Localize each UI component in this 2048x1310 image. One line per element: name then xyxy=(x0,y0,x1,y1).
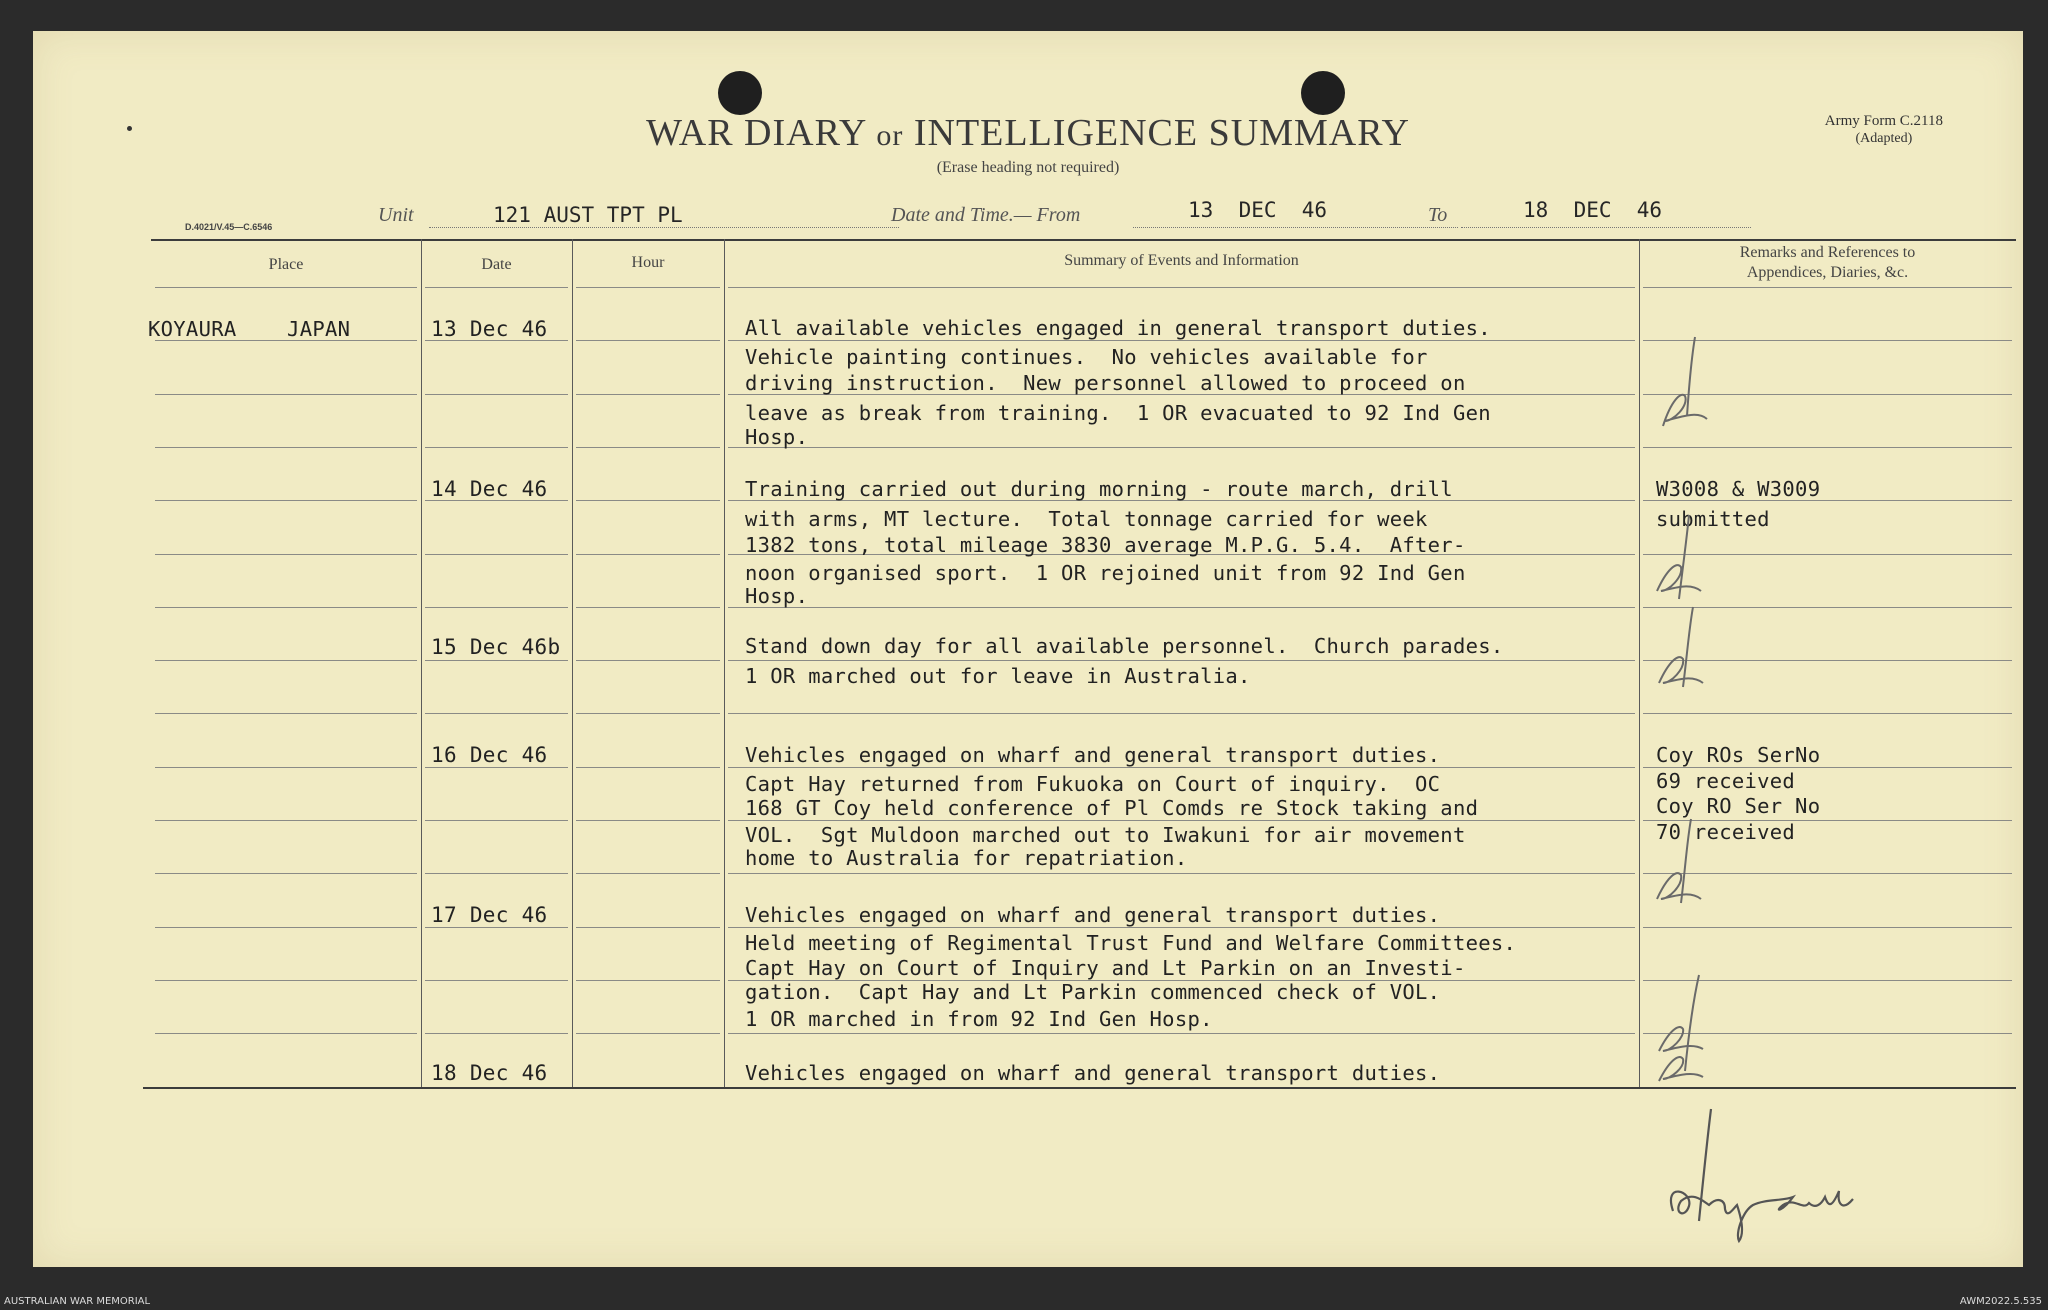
ruled-line xyxy=(728,660,1635,661)
date-from-value: 13 DEC 46 xyxy=(1188,198,1328,222)
summary-line: Vehicles engaged on wharf and general transport duties. xyxy=(745,1061,1441,1085)
date-cell: 17 Dec 46 xyxy=(431,903,548,927)
remarks-line: 70 received xyxy=(1656,820,1796,844)
ruled-line xyxy=(728,767,1635,768)
footer-accession-number: AWM2022.5.535 xyxy=(1959,1296,2042,1307)
ruled-line xyxy=(728,820,1635,821)
summary-line: driving instruction. New personnel allowed to proceed on xyxy=(745,371,1466,395)
summary-line: Capt Hay on Court of Inquiry and Lt Parkin on an Investi- xyxy=(745,956,1466,980)
column-header-hour: Hour xyxy=(631,254,665,271)
ruled-line xyxy=(155,713,417,714)
ruled-line xyxy=(1643,447,2012,448)
ruled-line xyxy=(155,554,417,555)
date-cell: 15 Dec 46b xyxy=(431,635,561,659)
initials-mark xyxy=(1643,971,1723,1091)
place-cell: KOYAURA JAPAN xyxy=(148,317,351,341)
ruled-line xyxy=(155,447,417,448)
date-to-value: 18 DEC 46 xyxy=(1523,198,1663,222)
divider-hour-summary xyxy=(724,239,725,1087)
date-cell: 18 Dec 46 xyxy=(431,1061,548,1085)
ruled-line xyxy=(1643,713,2012,714)
date-from-underline xyxy=(1133,227,1458,228)
initials-mark xyxy=(1643,601,1723,701)
column-header-place: Place xyxy=(268,256,304,273)
ruled-line xyxy=(425,980,568,981)
ruled-line xyxy=(728,1033,1635,1034)
divider-summary-remarks xyxy=(1639,239,1640,1087)
ruled-line xyxy=(576,660,720,661)
unit-value: 121 AUST TPT PL xyxy=(493,203,683,227)
page-subtitle: (Erase heading not required) xyxy=(936,159,1120,176)
remarks-line: Coy RO Ser No xyxy=(1656,794,1821,818)
remarks-line: submitted xyxy=(1656,507,1770,531)
unit-underline xyxy=(429,227,899,228)
ruled-line xyxy=(425,607,568,608)
date-to-underline xyxy=(1461,227,1751,228)
form-number: Army Form C.2118 (Adapted) xyxy=(1824,113,1943,146)
summary-line: Held meeting of Regimental Trust Fund and Welfare Committees. xyxy=(745,931,1517,955)
summary-line: with arms, MT lecture. Total tonnage carried for week xyxy=(745,507,1428,531)
ruled-line xyxy=(576,500,720,501)
initials-mark xyxy=(1643,811,1723,921)
summary-line: leave as break from training. 1 OR evacuated to 92 Ind Gen xyxy=(745,401,1491,425)
ruled-line xyxy=(155,607,417,608)
date-cell: 14 Dec 46 xyxy=(431,477,548,501)
summary-line: Vehicle painting continues. No vehicles available for xyxy=(745,345,1428,369)
ruled-line xyxy=(155,660,417,661)
ruled-line xyxy=(425,1033,568,1034)
ruled-line xyxy=(425,447,568,448)
ruled-line xyxy=(425,927,568,928)
table-top-border xyxy=(151,239,2016,241)
date-cell: 16 Dec 46 xyxy=(431,743,548,767)
ruled-line xyxy=(1643,927,2012,928)
ruled-line xyxy=(155,287,417,288)
page-title: WAR DIARY or INTELLIGENCE SUMMARY xyxy=(646,112,1410,154)
ruled-line xyxy=(425,713,568,714)
summary-line: gation. Capt Hay and Lt Parkin commenced check of VOL. xyxy=(745,980,1441,1004)
ruled-line xyxy=(425,820,568,821)
summary-line: noon organised sport. 1 OR rejoined unit from 92 Ind Gen xyxy=(745,561,1466,585)
date-to-label: To xyxy=(1428,204,1448,226)
summary-line: Vehicles engaged on wharf and general transport duties. xyxy=(745,903,1441,927)
punch-hole-left xyxy=(718,71,762,115)
summary-line: 1382 tons, total mileage 3830 average M.P.G. 5.4. After- xyxy=(745,533,1466,557)
ruled-line xyxy=(576,607,720,608)
divider-place-date xyxy=(421,239,422,1087)
ruled-line xyxy=(425,767,568,768)
ruled-line xyxy=(576,447,720,448)
ruled-line xyxy=(155,394,417,395)
ruled-line xyxy=(728,873,1635,874)
remarks-line: Coy ROs SerNo xyxy=(1656,743,1821,767)
remarks-line: 69 received xyxy=(1656,769,1796,793)
summary-line: Stand down day for all available personnel. Church parades. xyxy=(745,634,1504,658)
ruled-line xyxy=(155,767,417,768)
ruled-line xyxy=(1643,287,2012,288)
summary-line: All available vehicles engaged in general transport duties. xyxy=(745,316,1491,340)
ruled-line xyxy=(728,447,1635,448)
summary-line: home to Australia for repatriation. xyxy=(745,846,1188,870)
ruled-line xyxy=(576,873,720,874)
summary-line: Hosp. xyxy=(745,425,809,449)
unit-label: Unit xyxy=(378,204,414,226)
ruled-line xyxy=(728,607,1635,608)
ruled-line xyxy=(425,554,568,555)
ruled-line xyxy=(155,500,417,501)
ruled-line xyxy=(728,340,1635,341)
summary-line: 1 OR marched in from 92 Ind Gen Hosp. xyxy=(745,1007,1213,1031)
ruled-line xyxy=(576,287,720,288)
initials-mark xyxy=(1643,511,1723,611)
column-header-summary: Summary of Events and Information xyxy=(1064,252,1299,269)
ruled-line xyxy=(576,713,720,714)
ruled-line xyxy=(728,713,1635,714)
ruled-line xyxy=(576,340,720,341)
initials-mark xyxy=(1643,331,1723,441)
divider-date-hour xyxy=(572,239,573,1087)
summary-line: Hosp. xyxy=(745,584,809,608)
date-from-label: Date and Time.— From xyxy=(891,204,1081,226)
ruled-line xyxy=(576,554,720,555)
table-bottom-border xyxy=(143,1087,2016,1089)
ruled-line xyxy=(728,927,1635,928)
ruled-line xyxy=(1643,767,2012,768)
summary-line: Vehicles engaged on wharf and general transport duties. xyxy=(745,743,1441,767)
war-diary-sheet xyxy=(33,31,2023,1267)
ruled-line xyxy=(576,394,720,395)
punch-hole-right xyxy=(1301,71,1345,115)
ruled-line xyxy=(155,927,417,928)
summary-line: 1 OR marched out for leave in Australia. xyxy=(745,664,1251,688)
summary-line: Capt Hay returned from Fukuoka on Court of inquiry. OC xyxy=(745,772,1441,796)
ruled-line xyxy=(576,820,720,821)
ruled-line xyxy=(728,287,1635,288)
ruled-line xyxy=(155,873,417,874)
date-cell: 13 Dec 46 xyxy=(431,317,548,341)
ruled-line xyxy=(155,980,417,981)
remarks-line: W3008 & W3009 xyxy=(1656,477,1821,501)
ruled-line xyxy=(425,873,568,874)
summary-line: Training carried out during morning - route march, drill xyxy=(745,477,1453,501)
ruled-line xyxy=(155,1033,417,1034)
footer-archive-name: AUSTRALIAN WAR MEMORIAL xyxy=(4,1296,151,1307)
ruled-line xyxy=(576,927,720,928)
print-code: D.4021/V.45—C.6546 xyxy=(185,222,273,232)
ruled-line xyxy=(425,660,568,661)
summary-line: VOL. Sgt Muldoon marched out to Iwakuni for air movement xyxy=(745,823,1466,847)
column-header-date: Date xyxy=(481,256,512,273)
ruled-line xyxy=(425,287,568,288)
column-header-remarks: Remarks and References to Appendices, Diaries, &c. xyxy=(1739,244,1916,281)
ruled-line xyxy=(155,820,417,821)
ruled-line xyxy=(425,394,568,395)
ruled-line xyxy=(576,767,720,768)
signature xyxy=(1633,1101,1913,1251)
ruled-line xyxy=(576,1033,720,1034)
ruled-line xyxy=(576,980,720,981)
summary-line: 168 GT Coy held conference of Pl Comds re Stock taking and xyxy=(745,796,1479,820)
